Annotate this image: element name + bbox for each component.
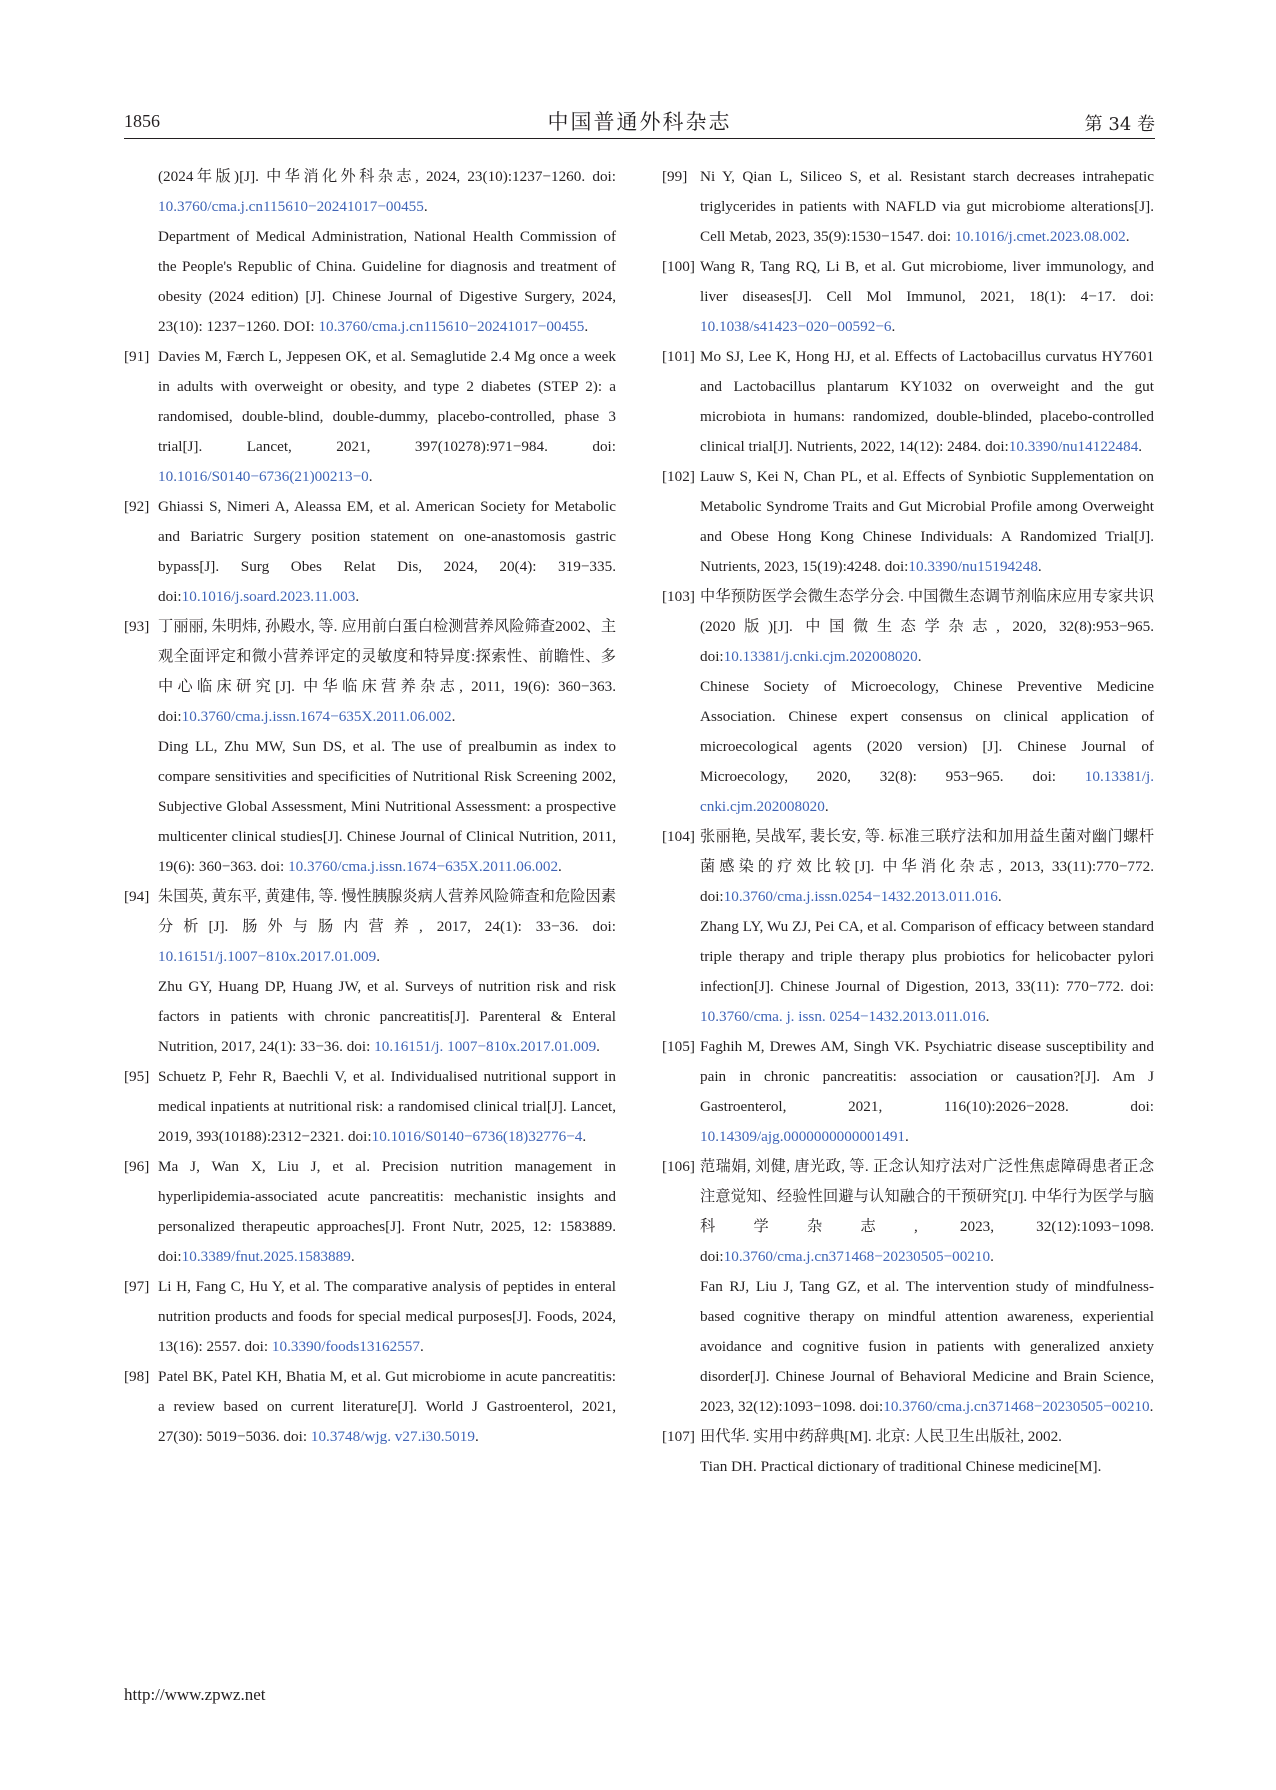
citation-text: 朱国英, 黄东平, 黄建伟, 等. 慢性胰腺炎病人营养风险筛查和危险因素分析[J]. 肠外与肠内营养, 2017, 24(1): 33−36. doi:: [158, 888, 616, 935]
doi-link[interactable]: 10.3390/foods13162557: [271, 1338, 420, 1355]
reference-item: [662, 1422, 1154, 1482]
doi-link[interactable]: 10.3390/nu14122484: [1008, 438, 1139, 455]
citation-text: Ma J, Wan X, Liu J, et al. Precision nutrition management in hyperlipidemia-associated acute pancreatitis: mechanistic insights and personalized therapeutic approaches[J]. Front Nutr, 2025, 12: 1583889. doi:: [158, 1158, 616, 1265]
footer-url[interactable]: http://www.zpwz.net: [124, 1685, 266, 1704]
citation-text: Ni Y, Qian L, Siliceo S, et al. Resistant starch decreases intrahepatic triglycerides in patients with NAFLD via gut microbiome alterations[J]. Cell Metab, 2023, 35(9):1530−1547. doi:: [700, 168, 1154, 245]
citation-text: 张丽艳, 吴战军, 裴长安, 等. 标准三联疗法和加用益生菌对幽门螺杆菌感染的疗效比较[J]. 中华消化杂志, 2013, 33(11):770−772. doi:: [700, 828, 1154, 905]
citation-text: Schuetz P, Fehr R, Baechli V, et al. Individualised nutritional support in medical inpatients at nutritional risk: a randomised clinical trial[J]. Lancet, 2019, 393(10188):2312−2321. doi:: [158, 1068, 616, 1145]
citation-period: .: [917, 648, 922, 665]
reference-item: [124, 162, 616, 342]
running-header: [124, 106, 1155, 139]
citation-text: Wang R, Tang RQ, Li B, et al. Gut microbiome, liver immunology, and liver diseases[J]. Cell Mol Immunol, 2021, 18(1): 4−17. doi:: [700, 258, 1154, 305]
reference-text: [158, 1362, 616, 1452]
citation-text: 田代华. 实用中药辞典[M]. 北京: 人民卫生出版社, 2002.: [700, 1428, 1062, 1445]
reference-item: [662, 462, 1154, 582]
reference-item: [124, 612, 616, 882]
reference-text: [700, 252, 1154, 342]
reference-number: [92]: [124, 498, 150, 515]
translation-text: Zhu GY, Huang DP, Huang JW, et al. Surveys of nutrition risk and risk factors in patients with chronic pancreatitis[J]. Parenteral & Enteral Nutrition, 2017, 24(1): 33−36. doi:: [158, 978, 616, 1055]
doi-link[interactable]: 10.3760/cma.j.issn.0254−1432.2013.011.016: [723, 888, 998, 905]
doi-link[interactable]: 10.1038/s41423−020−00592−6: [700, 318, 892, 335]
reference-text: [158, 1152, 616, 1272]
reference-text: [158, 1062, 616, 1152]
reference-number: [105]: [662, 1038, 695, 1055]
english-translation: [700, 912, 1154, 1032]
citation-period: .: [1125, 228, 1130, 245]
citation-period: .: [905, 1128, 909, 1145]
doi-link[interactable]: 10.3760/cma.j.cn371468−20230505−00210: [723, 1248, 991, 1265]
citation-period: .: [824, 798, 829, 815]
citation-period: .: [355, 588, 360, 605]
citation-text: Patel BK, Patel KH, Bhatia M, et al. Gut microbiome in acute pancreatitis: a review based on current literature[J]. World J Gastroenterol, 2021, 27(30): 5019−5036. doi:: [158, 1368, 616, 1445]
citation-period: .: [1149, 1398, 1154, 1415]
citation-period: .: [350, 1248, 355, 1265]
reference-item: [124, 1272, 616, 1362]
doi-link[interactable]: 10.13381/j.cnki.cjm.202008020: [723, 648, 918, 665]
citation-period: .: [451, 708, 456, 725]
doi-link[interactable]: 10.16151/j.1007−810x.2017.01.009: [158, 948, 377, 965]
citation-period: .: [596, 1038, 600, 1055]
doi-link[interactable]: 10.3389/fnut.2025.1583889: [181, 1248, 351, 1265]
reference-text: [158, 492, 616, 612]
reference-text: [158, 162, 616, 222]
translation-text: Tian DH. Practical dictionary of traditional Chinese medicine[M].: [700, 1458, 1102, 1475]
doi-link[interactable]: 10.3760/cma. j. issn. 0254−1432.2013.011.016: [700, 1008, 986, 1025]
reference-item: [124, 1062, 616, 1152]
doi-link[interactable]: 10.3760/cma.j.issn.1674−635X.2011.06.002: [181, 708, 452, 725]
reference-number: [100]: [662, 258, 695, 275]
reference-number: [97]: [124, 1278, 150, 1295]
english-translation: [700, 672, 1154, 822]
citation-text: Lauw S, Kei N, Chan PL, et al. Effects of Synbiotic Supplementation on Metabolic Syndrome Traits and Gut Microbial Profile among Overweight and Obese Hong Kong Chinese Individuals: A Randomized Trial[J]. Nutrients, 2023, 15(19):4248. doi:: [700, 468, 1154, 575]
citation-text: Davies M, Færch L, Jeppesen OK, et al. Semaglutide 2.4 Mg once a week in adults with overweight or obesity, and type 2 diabetes (STEP 2): a randomised, double-blind, double-dummy, placebo-controlled, phase 3 trial[J]. Lancet, 2021, 397(10278):971−984. doi:: [158, 348, 616, 455]
english-translation: [158, 222, 616, 342]
doi-link[interactable]: 10.1016/j.cmet.2023.08.002: [954, 228, 1126, 245]
doi-link[interactable]: 10.3760/cma.j.cn115610−20241017−00455: [158, 198, 424, 215]
reference-number: [93]: [124, 618, 150, 635]
translation-text: Fan RJ, Liu J, Tang GZ, et al. The intervention study of mindfulness-based cognitive therapy on mindful attention awareness, experiential avoidance and cognitive fusion in patients with generalized anxiety disorder[J]. Chinese Journal of Behavioral Medicine and Brain Science, 2023, 32(12):1093−1098. doi:: [700, 1278, 1154, 1415]
reference-number: [95]: [124, 1068, 150, 1085]
citation-text: Mo SJ, Lee K, Hong HJ, et al. Effects of Lactobacillus curvatus HY7601 and Lactobacillus plantarum KY1032 on overweight and the gut microbiota in humans: randomized, double-blinded, placebo-controlled clinical trial[J]. Nutrients, 2022, 14(12): 2484. doi:: [700, 348, 1154, 455]
reference-item: [124, 1152, 616, 1272]
doi-link[interactable]: 10.16151/j. 1007−810x.2017.01.009: [374, 1038, 597, 1055]
doi-link[interactable]: 10.3760/cma.j.cn371468−20230505−00210: [883, 1398, 1150, 1415]
citation-period: .: [474, 1428, 479, 1445]
reference-item: [662, 162, 1154, 252]
citation-text: Faghih M, Drewes AM, Singh VK. Psychiatric disease susceptibility and pain in chronic pancreatitis: association or causation?[J]. Am J Gastroenterol, 2021, 116(10):2026−2028. doi:: [700, 1038, 1154, 1115]
citation-period: .: [985, 1008, 990, 1025]
doi-link[interactable]: 10.3390/nu15194248: [908, 558, 1038, 575]
volume-label: 第 34 卷: [1084, 114, 1155, 135]
citation-period: .: [376, 948, 381, 965]
citation-period: .: [990, 1248, 994, 1265]
citation-text: (2024年版)[J]. 中华消化外科杂志, 2024, 23(10):1237−1260. doi:: [158, 168, 616, 185]
reference-text: [158, 342, 616, 492]
doi-link[interactable]: 10.1016/S0140−6736(18)32776−4: [371, 1128, 583, 1145]
citation-period: .: [1037, 558, 1042, 575]
reference-number: [91]: [124, 348, 150, 365]
doi-link[interactable]: 10.3760/cma.j.issn.1674−635X.2011.06.002: [288, 858, 559, 875]
english-translation: [700, 1452, 1154, 1482]
citation-text: Ghiassi S, Nimeri A, Aleassa EM, et al. American Society for Metabolic and Bariatric Surgery position statement on one-anastomosis gastric bypass[J]. Surg Obes Relat Dis, 2024, 20(4): 319−335. doi:: [158, 498, 616, 605]
english-translation: [158, 972, 616, 1062]
citation-text: 范瑞娟, 刘健, 唐光政, 等. 正念认知疗法对广泛性焦虑障碍患者正念注意觉知、经验性回避与认知融合的干预研究[J]. 中华行为医学与脑科学杂志, 2023, 32(12):1093−1098. doi:: [700, 1158, 1154, 1265]
english-translation: [158, 732, 616, 882]
translation-text: Department of Medical Administration, National Health Commission of the People's Republic of China. Guideline for diagnosis and treatment of obesity (2024 edition) [J]. Chinese Journal of Digestive Surgery, 2024, 23(10): 1237−1260. DOI:: [158, 228, 616, 335]
citation-period: .: [997, 888, 1002, 905]
reference-number: [101]: [662, 348, 695, 365]
citation-period: .: [584, 318, 589, 335]
reference-item: [124, 1362, 616, 1452]
reference-number: [107]: [662, 1428, 695, 1445]
citation-text: 中华预防医学会微生态学分会. 中国微生态调节剂临床应用专家共识(2020版)[J]. 中国微生态学杂志, 2020, 32(8):953−965. doi:: [700, 588, 1154, 665]
right-column: [662, 162, 1154, 1482]
reference-number: [103]: [662, 588, 695, 605]
reference-text: [158, 882, 616, 972]
reference-item: [124, 342, 616, 492]
reference-text: [700, 162, 1154, 252]
reference-text: [700, 1152, 1154, 1272]
reference-item: [662, 342, 1154, 462]
doi-link[interactable]: 10.1016/j.soard.2023.11.003: [181, 588, 356, 605]
page-number: 1856: [124, 111, 160, 131]
doi-link[interactable]: 10.13381/j. cnki.cjm.202008020: [700, 768, 1154, 815]
reference-text: [700, 582, 1154, 672]
reference-text: [700, 1422, 1154, 1452]
translation-text: Chinese Society of Microecology, Chinese Preventive Medicine Association. Chinese expert consensus on clinical application of microecological agents (2020 version) [J]. Chinese Journal of Microecology, 2020, 32(8): 953−965. doi:: [700, 678, 1154, 785]
reference-item: [662, 822, 1154, 1032]
left-column: [124, 162, 616, 1452]
reference-number: [94]: [124, 888, 150, 905]
reference-item: [124, 492, 616, 612]
reference-item: [662, 1152, 1154, 1422]
doi-link[interactable]: 10.3748/wjg. v27.i30.5019: [310, 1428, 475, 1445]
citation-period: .: [891, 318, 896, 335]
citation-period: .: [558, 858, 562, 875]
reference-text: [700, 342, 1154, 462]
translation-text: Ding LL, Zhu MW, Sun DS, et al. The use of prealbumin as index to compare sensitivities and specificities of Nutritional Risk Screening 2002, Subjective Global Assessment, Mini Nutritional Assessment: a prospective multicenter clinical studies[J]. Chinese Journal of Clinical Nutrition, 2011, 19(6): 360−363. doi:: [158, 738, 616, 875]
citation-text: 丁丽丽, 朱明炜, 孙殿水, 等. 应用前白蛋白检测营养风险筛查2002、主观全面评定和微小营养评定的灵敏度和特异度:探索性、前瞻性、多中心临床研究[J]. 中华临床营养杂志, 2011, 19(6): 360−363. doi:: [158, 618, 616, 725]
reference-text: [700, 822, 1154, 912]
doi-link[interactable]: 10.3760/cma.j.cn115610−20241017−00455: [318, 318, 585, 335]
reference-item: [662, 582, 1154, 822]
reference-number: [99]: [662, 168, 688, 185]
translation-text: Zhang LY, Wu ZJ, Pei CA, et al. Comparison of efficacy between standard triple therapy and triple therapy plus probiotics for helicobacter pylori infection[J]. Chinese Journal of Digestion, 2013, 33(11): 770−772. doi:: [700, 918, 1154, 995]
citation-period: .: [423, 198, 428, 215]
english-translation: [700, 1272, 1154, 1422]
journal-title: 中国普通外科杂志: [547, 110, 732, 134]
reference-text: [700, 462, 1154, 582]
reference-item: [662, 1032, 1154, 1152]
reference-text: [158, 1272, 616, 1362]
reference-number: [96]: [124, 1158, 150, 1175]
reference-item: [124, 882, 616, 1062]
citation-period: .: [368, 468, 373, 485]
citation-period: .: [419, 1338, 424, 1355]
doi-link[interactable]: 10.14309/ajg.0000000000001491: [700, 1128, 906, 1145]
citation-period: .: [582, 1128, 587, 1145]
reference-text: [158, 612, 616, 732]
doi-link[interactable]: 10.1016/S0140−6736(21)00213−0: [158, 468, 369, 485]
citation-text: Li H, Fang C, Hu Y, et al. The comparative analysis of peptides in enteral nutrition products and foods for special medical purposes[J]. Foods, 2024, 13(16): 2557. doi:: [158, 1278, 616, 1355]
reference-number: [106]: [662, 1158, 695, 1175]
reference-item: [662, 252, 1154, 342]
reference-number: [98]: [124, 1368, 150, 1385]
reference-number: [104]: [662, 828, 695, 845]
reference-number: [102]: [662, 468, 695, 485]
citation-period: .: [1138, 438, 1143, 455]
reference-text: [700, 1032, 1154, 1152]
